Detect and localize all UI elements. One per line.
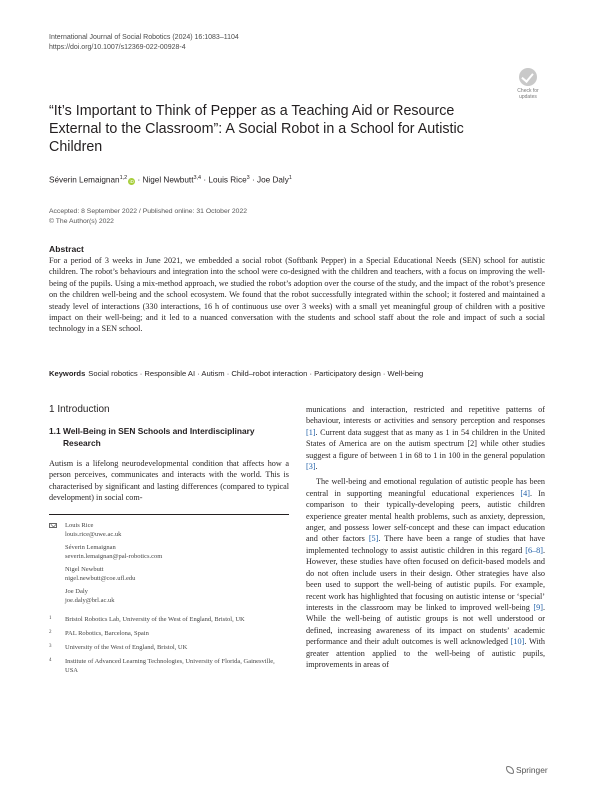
contact-name: Joe Daly — [65, 587, 88, 595]
citation-link[interactable]: [9] — [533, 602, 543, 612]
section-heading: 1 Introduction — [49, 404, 110, 415]
affiliation-text: Institute of Advanced Learning Technologies, University of Florida, Gainesville, USA — [65, 657, 275, 674]
author-name[interactable]: Joe Daly — [256, 175, 289, 185]
publisher-name: Springer — [516, 765, 548, 775]
affiliation-entry — [49, 629, 289, 638]
paragraph-text: . With greater attention applied to the well-being of autistic pupils, improvements in areas of — [306, 637, 545, 669]
author-affil-sup: 3,4 — [193, 175, 202, 181]
author-affil-sup: 1 — [288, 175, 292, 181]
affiliation-number: 2 — [49, 629, 52, 635]
contact-email[interactable]: louis.rice@uwe.ac.uk — [65, 530, 122, 538]
keywords-label: Keywords — [49, 369, 86, 378]
article-title: “It’s Important to Think of Pepper as a Teaching Aid or Resource External to the Classroom”: A Social Robot in a School for Autistic Children — [49, 103, 464, 155]
affiliation-text: PAL Robotics, Barcelona, Spain — [65, 629, 149, 637]
affiliation-text: Bristol Robotics Lab, University of the West of England, Bristol, UK — [65, 615, 245, 623]
right-column — [306, 404, 545, 670]
citation-link[interactable]: [10] — [510, 637, 525, 647]
left-column — [49, 404, 289, 680]
author-name[interactable]: Nigel Newbutt — [142, 175, 194, 185]
footnote-divider — [49, 514, 289, 515]
journal-citation: International Journal of Social Robotics (2024) 16:1083–1104 — [49, 34, 239, 41]
contact-entry — [49, 565, 289, 583]
contact-email[interactable]: joe.daly@brl.ac.uk — [65, 596, 115, 604]
contact-name: Louis Rice — [65, 521, 94, 529]
contact-name: Nigel Newbutt — [65, 565, 104, 573]
publisher-footer — [506, 765, 548, 775]
contact-entry — [49, 543, 289, 561]
affiliation-number: 4 — [49, 657, 52, 663]
citation-link[interactable]: [3] — [306, 462, 316, 472]
contact-entry — [49, 587, 289, 605]
springer-logo-icon — [506, 766, 514, 774]
paragraph-text: The well-being and emotional regulation of autistic people has been central in supporting meaningful educational experiences — [306, 477, 545, 498]
author-name[interactable]: Séverin Lemaignan — [49, 175, 120, 185]
paragraph-text: . In comparison to their typically-developing peers, autistic children experience greater mental health problems, such as anxiety, depression, anger, and possess lower self-concept and these can impact education and other factors — [306, 488, 545, 544]
author-list — [49, 175, 292, 185]
citation-link[interactable]: [5] — [368, 534, 379, 544]
paragraph-text: . There have been a range of studies that have implemented technology to assist autistic children in this regard — [306, 534, 546, 555]
paragraph-text: . Current data suggest that as many as 1 in 54 children in the United States of America are on the autism spectrum [2] while other studies suggest a figure of between 1 in 68 to 1 in 100 in the general population — [306, 427, 545, 460]
author-separator: · — [201, 175, 209, 185]
affiliation-number: 1 — [49, 615, 52, 621]
contact-list — [49, 521, 289, 605]
paragraph-text: munications and interaction, restricted and repetitive patterns of behaviour, interests or activities and sensory perception and responses — [306, 405, 545, 426]
author-affil-sup: 1,2 — [119, 175, 128, 181]
affiliation-entry — [49, 643, 289, 652]
author-separator: · — [249, 175, 257, 185]
body-paragraph — [306, 476, 545, 670]
author-separator: · — [135, 175, 143, 185]
author-affil-sup: 3 — [246, 175, 250, 181]
journal-header — [49, 33, 239, 53]
orcid-icon[interactable]: iD — [129, 178, 134, 184]
accepted-published-dates: Accepted: 8 September 2022 / Published online: 31 October 2022 — [49, 208, 247, 215]
affiliation-entry — [49, 657, 289, 675]
citation-link[interactable]: [4] — [520, 488, 530, 498]
abstract-text: For a period of 3 weeks in June 2021, we embedded a social robot (Softbank Pepper) in a Special Educational Needs (SEN) school for autistic children. The robot’s behaviours and integration into the school were co-designed with the children and teachers, with a focus on improving the well-being of the pupils. Using a mix-method approach, we studied the robot’s adoption over the course of the study, and the impact of the robot’s presence on the children well-being and the school ecosystem. We found that the robot successfully integrated within the school; it fostered and maintained a steady level of interactions (330 interactions, 16 h of continuous use over 3 weeks) with a small yet meaningful group of children with a positive impact on their well-being; and it led to a nuanced conversation with the students and school staff about the role and impact of such a social technology in a SEN school. — [49, 256, 545, 334]
contact-name: Séverin Lemaignan — [65, 543, 116, 551]
contact-email[interactable]: nigel.newbutt@coe.ufl.edu — [65, 574, 136, 582]
citation-link[interactable]: [1] — [306, 427, 316, 437]
check-for-updates-badge[interactable] — [510, 66, 546, 106]
checkmark-icon — [519, 68, 537, 86]
paragraph-text: . — [315, 462, 318, 472]
copyright-line: © The Author(s) 2022 — [49, 218, 114, 225]
envelope-icon — [49, 523, 57, 528]
abstract-heading: Abstract — [49, 244, 84, 254]
contact-email[interactable]: severin.lemaignan@pal-robotics.com — [65, 552, 163, 560]
affiliation-list — [49, 615, 289, 675]
affiliation-text: University of the West of England, Bristol, UK — [65, 643, 188, 651]
check-for-updates-label: Check for updates — [517, 88, 539, 100]
author-name[interactable]: Louis Rice — [208, 175, 247, 185]
publication-dates — [49, 207, 247, 227]
subsection-heading: 1.1 Well-Being in SEN Schools and Interdisciplinary Research — [49, 426, 255, 448]
body-paragraph — [306, 404, 545, 472]
keywords-list: Social robotics · Responsible AI · Autism · Child–robot interaction · Participatory design · Well-being — [88, 369, 424, 378]
contact-entry — [49, 521, 289, 539]
paragraph-text: . While the well-being of autistic groups is not well understood or defined, increasing awareness of its impact on students’ academic performance and their adult outcomes is well acknowledged — [306, 602, 545, 647]
keywords-line — [49, 369, 545, 378]
affiliation-number: 3 — [49, 643, 52, 649]
citation-link[interactable]: [6–8] — [525, 545, 543, 555]
paragraph-text: . However, these studies have often focused on deficit-based models and do not often include users in their design. Other strategies have also been used to support the well-being of autistic pupils. For example, recent work has highlighted that focusing on autistic intense or ‘special’ interests in the classroom may be linked to improved well-being — [306, 545, 545, 612]
body-paragraph: Autism is a lifelong neurodevelopmental condition that affects how a person perceives, communicates and interacts with the world. This is characterised by significant and lasting differences (compared to typical development) in social com- — [49, 459, 289, 503]
doi-link[interactable]: https://doi.org/10.1007/s12369-022-00928-4 — [49, 44, 186, 51]
affiliation-entry — [49, 615, 289, 624]
